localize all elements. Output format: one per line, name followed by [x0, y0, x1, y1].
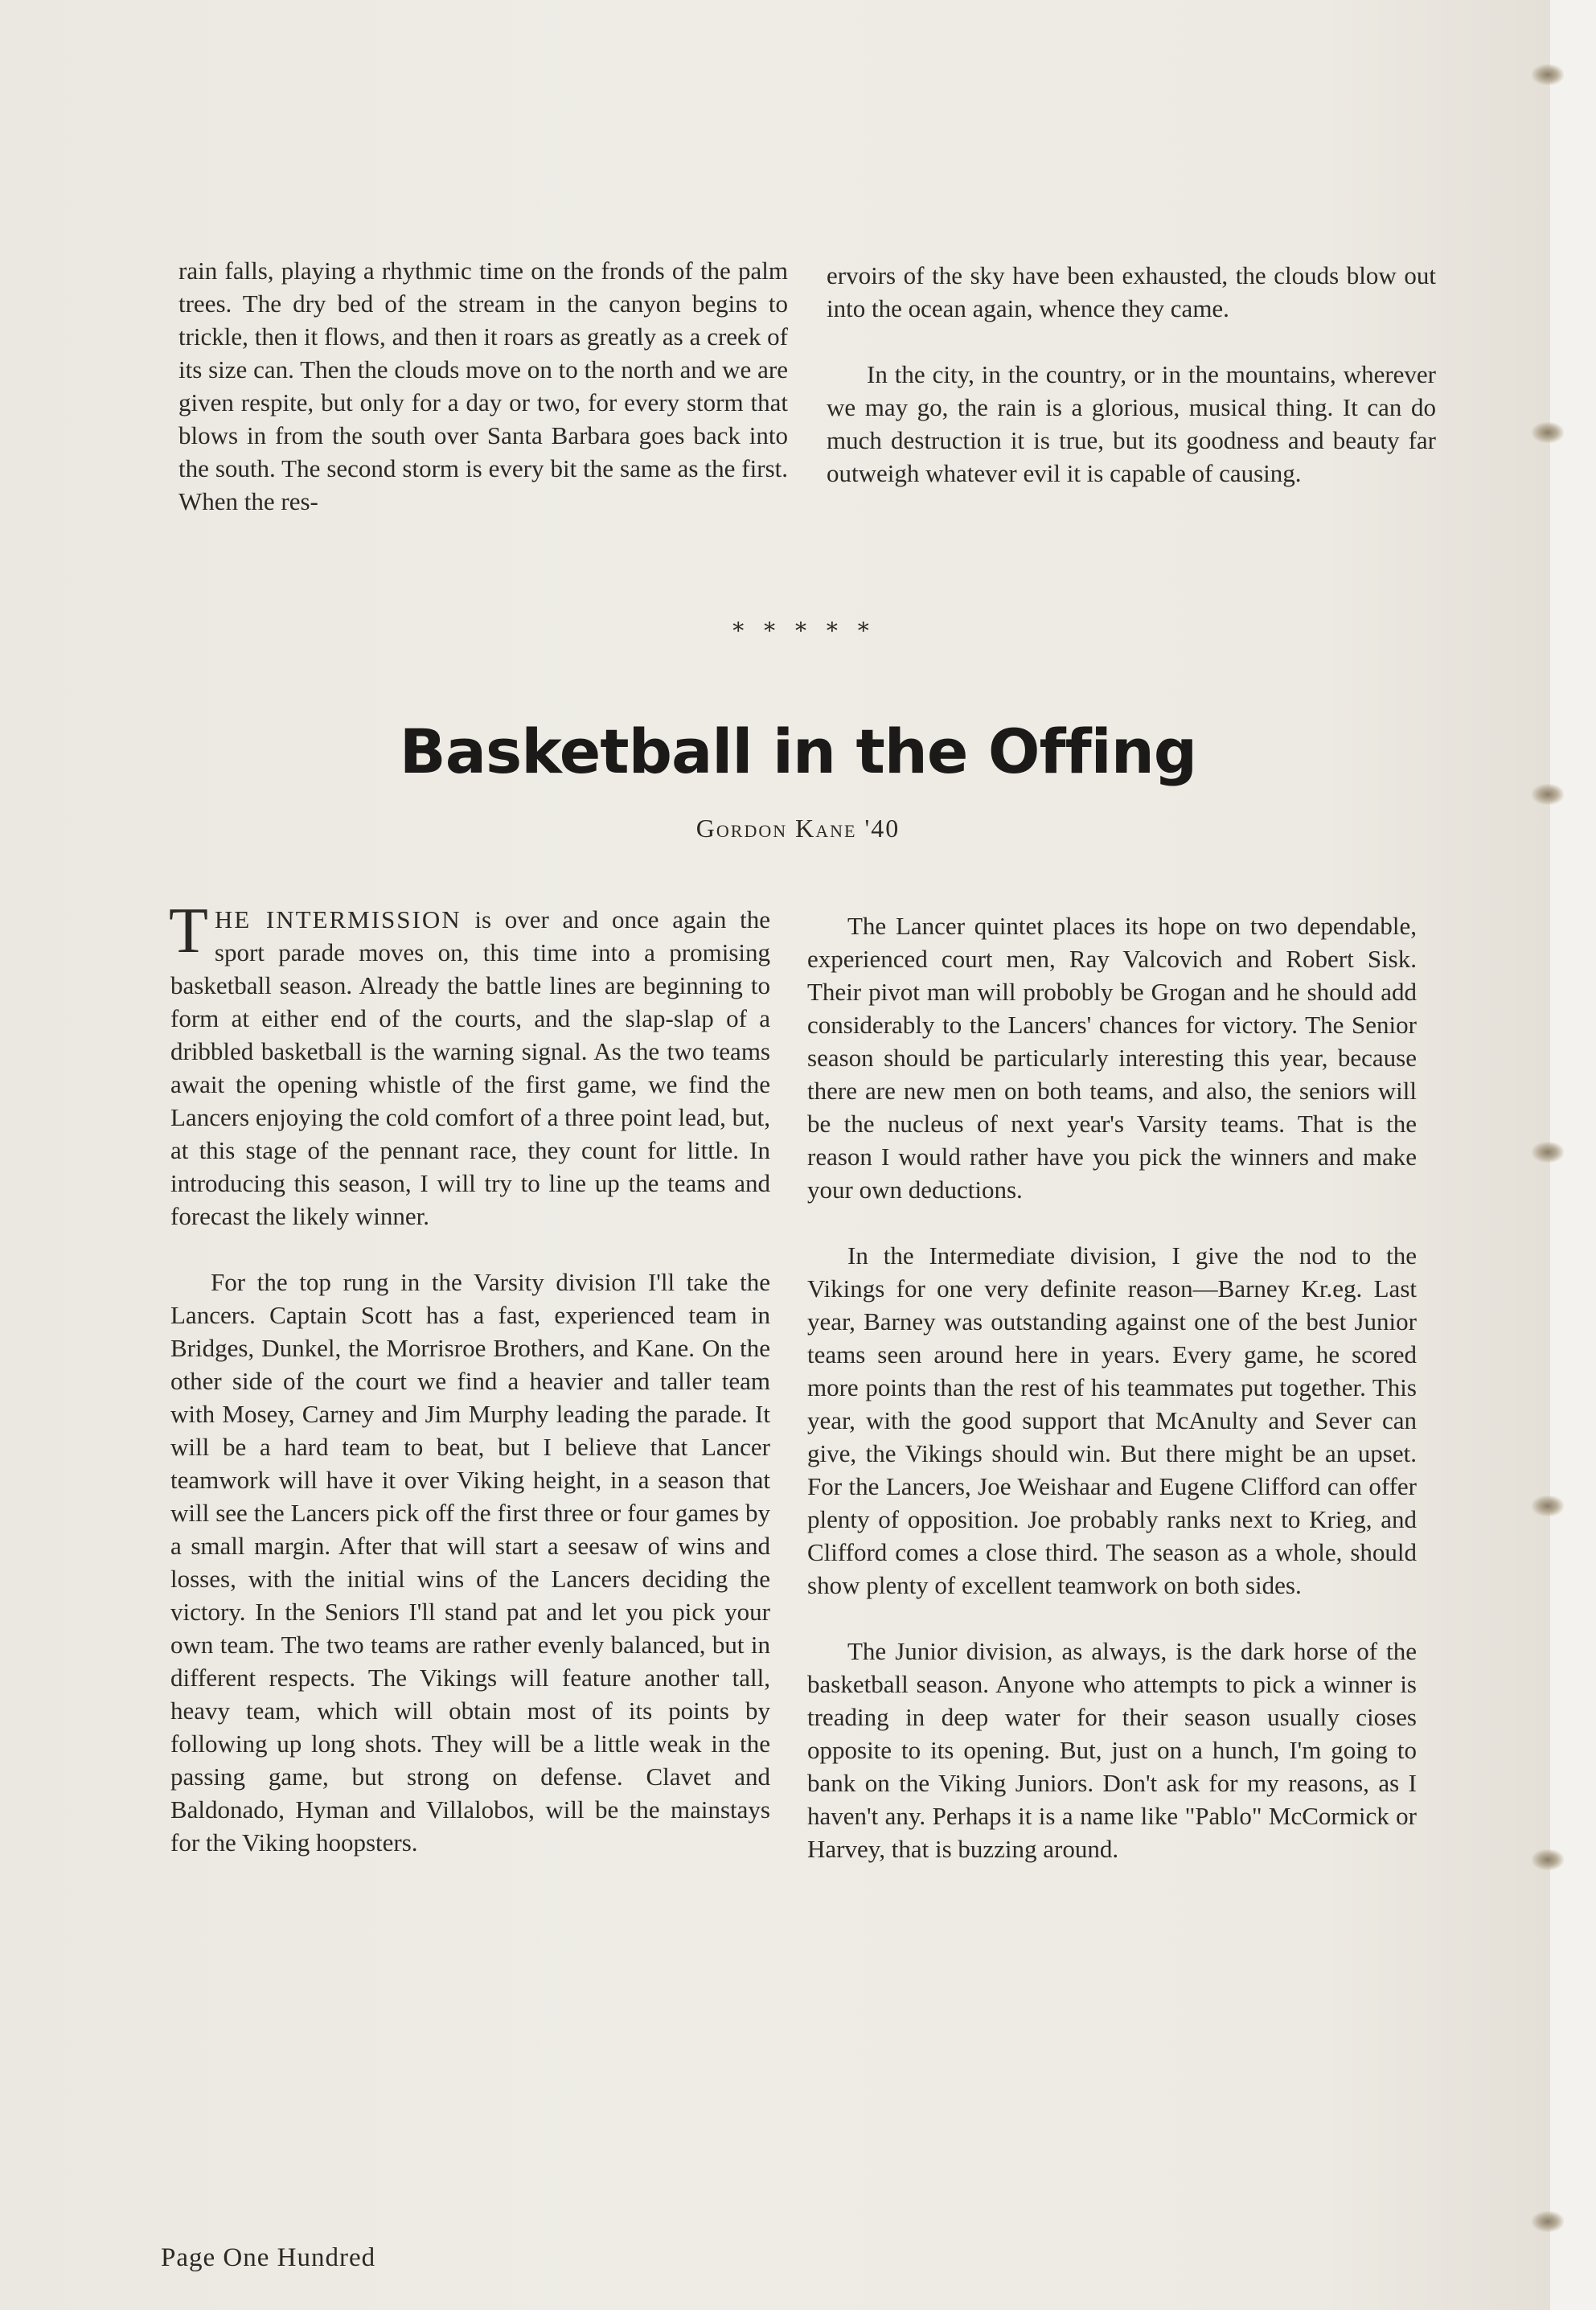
page-number-footer: Page One Hundred	[161, 2243, 376, 2272]
binding-hole	[1532, 1496, 1564, 1516]
lead-caps: HE INTERMISSION	[214, 905, 462, 933]
continued-paragraph: In the city, in the country, or in the mountains, wherever we may go, the rain is a glorious, musical thing. It can do much destruction it is true, but its goodness and beauty far outweigh whatever evil it is capable of causing.	[827, 360, 1436, 487]
section-separator: * * * * *	[732, 618, 876, 644]
article-byline: Gordon Kane '40	[695, 814, 901, 843]
continued-paragraph: ervoirs of the sky have been exhausted, the clouds blow out into the ocean again, whence they came.	[827, 261, 1436, 322]
binding-hole	[1532, 784, 1564, 805]
drop-cap: T	[169, 896, 208, 966]
lead-text: is over and once again the sport parade moves on, this time into a promising basketball season. Already the battle lines are beginning to form at either end of the courts, and the slap-slap of a dribbled basketball is the warning signal. As the two teams await the opening whistle of the first game, we find the Lancers enjoying the cold comfort of a three point lead, but, at this stage of the pennant race, they count for little. In introducing this season, I will try to line up the teams and forecast the likely winner.	[170, 905, 770, 1230]
binding-hole	[1532, 422, 1564, 443]
article-right-column	[807, 909, 1417, 1865]
article-paragraph: For the top rung in the Varsity division I'll take the Lancers. Captain Scott has a fast, experienced team in Bridges, Dunkel, the Morrisroe Brothers, and Kane. On the other side of the court we find a heavier and taller team with Mosey, Carney and Jim Murphy leading the parade. It will be a hard team to beat, but I believe that Lancer teamwork will have it over Viking height, in a season that will see the Lancers pick off the first three or four games by a small margin. After that will start a seesaw of wins and losses, with the initial wins of the Lancers deciding the victory. In the Seniors I'll stand pat and let you pick your own team. The two teams are rather evenly balanced, but in different respects. The Vikings will feature another tall, heavy team, which will obtain most of its points by following up long shots. They will be a little weak in the passing game, but strong on defense. Clavet and Baldonado, Hyman and Villalobos, will be the mainstays for the Viking hoopsters.	[170, 1268, 770, 1857]
binding-hole	[1532, 1849, 1564, 1870]
continued-text-right-column	[827, 259, 1436, 490]
article-paragraph: The Lancer quintet places its hope on two dependable, experienced court men, Ray Valcovich and Robert Sisk. Their pivot man will probobly be Grogan and he should add considerably to the Lancers' chances for victory. The Senior season should be particularly interesting this year, because there are new men on both teams, and also, the seniors will be the nucleus of next year's Varsity teams. That is the reason I would rather have you pick the winners and make your own deductions.	[807, 912, 1417, 1204]
continued-text-left-column	[178, 254, 788, 518]
article-paragraph: In the Intermediate division, I give the nod to the Vikings for one very definite reason—Barney Kr.eg. Last year, Barney was outstanding against one of the best Junior teams seen around here in years. Every game, he scored more points than the rest of his teammates put together. This year, with the good support that McAnulty and Sever can give, the Vikings should win. But there might be an upset. For the Lancers, Joe Weishaar and Eugene Clifford can offer plenty of opposition. Joe probably ranks next to Krieg, and Clifford comes a close third. The season as a whole, should show plenty of excellent teamwork on both sides.	[807, 1241, 1417, 1599]
article-left-column	[169, 896, 770, 1859]
continued-paragraph: rain falls, playing a rhythmic time on the fronds of the palm trees. The dry bed of the stream in the canyon begins to trickle, then it flows, and then it roars as greatly as a creek of its size can. Then the clouds move on to the north and we are given respite, but only for a day or two, for every storm that blows in from the south over Santa Barbara goes back into the south. The second storm is every bit the same as the first. When the res-	[178, 256, 788, 515]
article-title: Basketball in the Offing	[399, 716, 1197, 787]
article-lead-paragraph	[169, 896, 770, 1233]
article-paragraph: The Junior division, as always, is the dark horse of the basketball season. Anyone who attempts to pick a winner is treading in deep water for their season usually cioses opposite to its opening. But, just on a hunch, I'm going to bank on the Viking Juniors. Don't ask for my reasons, as I haven't any. Perhaps it is a name like "Pablo" McCormick or Harvey, that is buzzing around.	[807, 1637, 1417, 1863]
binding-hole	[1532, 64, 1564, 85]
binding-hole	[1532, 1142, 1564, 1163]
binding-hole	[1532, 2211, 1564, 2232]
